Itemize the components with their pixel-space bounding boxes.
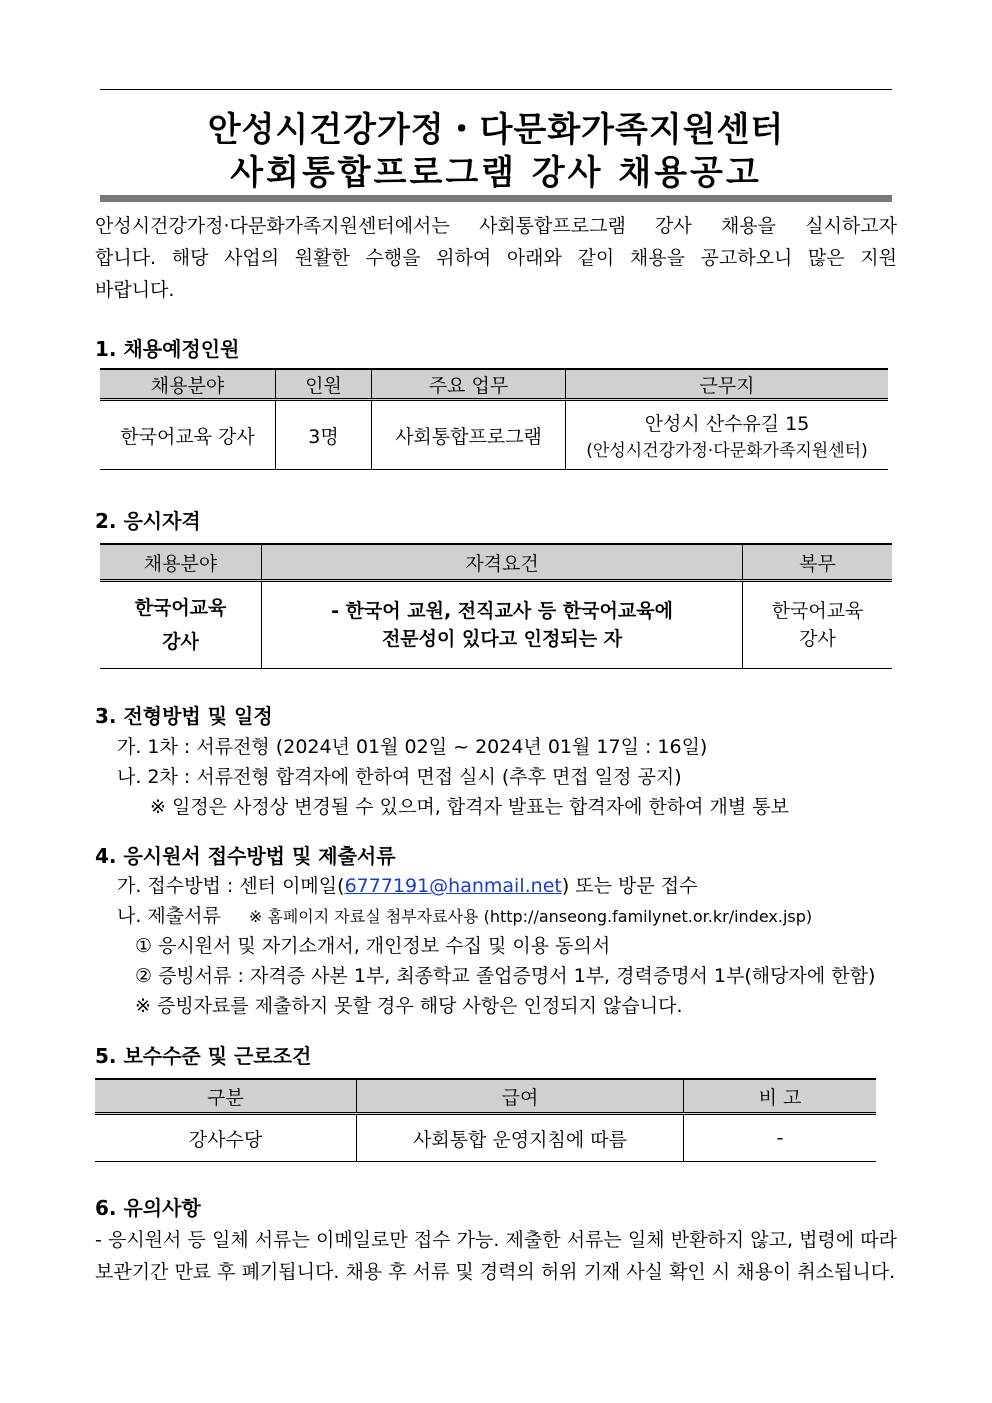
recruitment-table — [100, 368, 888, 470]
documents-warning: ※ 증빙자료를 제출하지 못할 경우 해당 사항은 인정되지 않습니다. — [135, 995, 683, 1017]
field-line-1: 한국어교육 — [134, 597, 227, 619]
requirement-line-2: 전문성이 있다고 인정되는 자 — [381, 628, 623, 650]
documents-note: ※ 홈페이지 자료실 첨부자료사용 (http://anseong.familynet.or.kr/index.jsp) — [248, 907, 813, 926]
service-line-2: 강사 — [799, 628, 836, 650]
col-header: 주요 업무 — [372, 369, 566, 400]
col-header: 구분 — [95, 1079, 357, 1114]
col-header: 채용분야 — [100, 369, 276, 400]
schedule-note: ※ 일정은 사정상 변경될 수 있으며, 합격자 발표는 합격자에 한하여 개별 통보 — [150, 796, 790, 818]
section-6-heading: 6. 유의사항 — [95, 1196, 201, 1220]
intro-line-3: 바랍니다. — [95, 279, 175, 301]
schedule-item-1: 가. 1차 : 서류전형 (2024년 01월 02일 ~ 2024년 01월 17일 : 16일) — [117, 736, 708, 758]
section-2-heading: 2. 응시자격 — [95, 509, 201, 533]
place-line-2: (안성시건강가정·다문화가족지원센터) — [586, 441, 868, 461]
cell-remark: - — [684, 1114, 877, 1162]
title-line-1: 안성시건강가정・다문화가족지원센터 — [207, 110, 785, 150]
service-line-1: 한국어교육 — [771, 600, 864, 622]
cell-place — [566, 400, 889, 470]
document-item-2: ② 증빙서류 : 자격증 사본 1부, 최종학교 졸업증명서 1부, 경력증명서 1부(해당자에 한함) — [135, 965, 876, 987]
col-header: 자격요건 — [262, 544, 743, 581]
col-header: 근무지 — [566, 369, 889, 400]
requirement-line-1: - 한국어 교원, 전직교사 등 한국어교육에 — [331, 600, 673, 622]
notice-paragraph: - 응시원서 등 일체 서류는 이메일로만 접수 가능. 제출한 서류는 일체 반환하지 않고, 법령에 따라 보관기간 만료 후 폐기됩니다. 채용 후 서류 및 경력의 허위 기재 사실 확인 시 채용이 취소됩니다. — [95, 1229, 897, 1283]
cell-pay: 사회통합 운영지침에 따름 — [357, 1114, 684, 1162]
table-header-row — [95, 1079, 876, 1114]
table-header-row — [100, 544, 892, 581]
section-5-heading: 5. 보수수준 및 근로조건 — [95, 1044, 312, 1068]
col-header: 급여 — [357, 1079, 684, 1114]
title-divider — [100, 195, 892, 202]
submission-method — [117, 871, 698, 898]
cell-field — [100, 581, 262, 669]
method-prefix: 가. 접수방법 : 센터 이메일( — [117, 875, 345, 897]
col-header: 인원 — [276, 369, 372, 400]
table-row — [100, 581, 892, 669]
section-3-heading: 3. 전형방법 및 일정 — [95, 704, 273, 728]
col-header: 비 고 — [684, 1079, 877, 1114]
section-4-heading: 4. 응시원서 접수방법 및 제출서류 — [95, 844, 396, 868]
table-row — [100, 400, 888, 470]
cell-duty: 사회통합프로그램 — [372, 400, 566, 470]
place-line-1: 안성시 산수유길 15 — [644, 413, 810, 435]
cell-field: 한국어교육 강사 — [100, 400, 276, 470]
intro-line-2: 합니다. 해당 사업의 원활한 수행을 위하여 아래와 같이 채용을 공고하오니 많은 지원 — [95, 247, 897, 269]
intro-paragraph — [95, 210, 897, 306]
table-row — [95, 1114, 876, 1162]
cell-category: 강사수당 — [95, 1114, 357, 1162]
qualification-table — [100, 543, 892, 669]
col-header: 복무 — [743, 544, 893, 581]
col-header: 채용분야 — [100, 544, 262, 581]
documents-label: 나. 제출서류 — [117, 905, 221, 927]
top-divider — [100, 89, 892, 90]
cell-service — [743, 581, 893, 669]
documents-line — [117, 901, 812, 928]
field-line-2: 강사 — [162, 631, 199, 653]
table-header-row — [100, 369, 888, 400]
method-suffix: ) 또는 방문 접수 — [561, 875, 698, 897]
intro-line-1: 안성시건강가정·다문화가족지원센터에서는 사회통합프로그램 강사 채용을 실시하고자 — [95, 215, 897, 237]
section-1-heading: 1. 채용예정인원 — [95, 337, 240, 361]
cell-count: 3명 — [276, 400, 372, 470]
email-link[interactable]: 6777191@hanmail.net — [344, 875, 562, 897]
compensation-table — [95, 1078, 876, 1162]
cell-requirement — [262, 581, 743, 669]
schedule-item-2: 나. 2차 : 서류전형 합격자에 한하여 면접 실시 (추후 면접 일정 공지) — [117, 766, 682, 788]
title-line-2: 사회통합프로그램 강사 채용공고 — [230, 153, 762, 193]
document-item-1: ① 응시원서 및 자기소개서, 개인정보 수집 및 이용 동의서 — [135, 935, 611, 957]
